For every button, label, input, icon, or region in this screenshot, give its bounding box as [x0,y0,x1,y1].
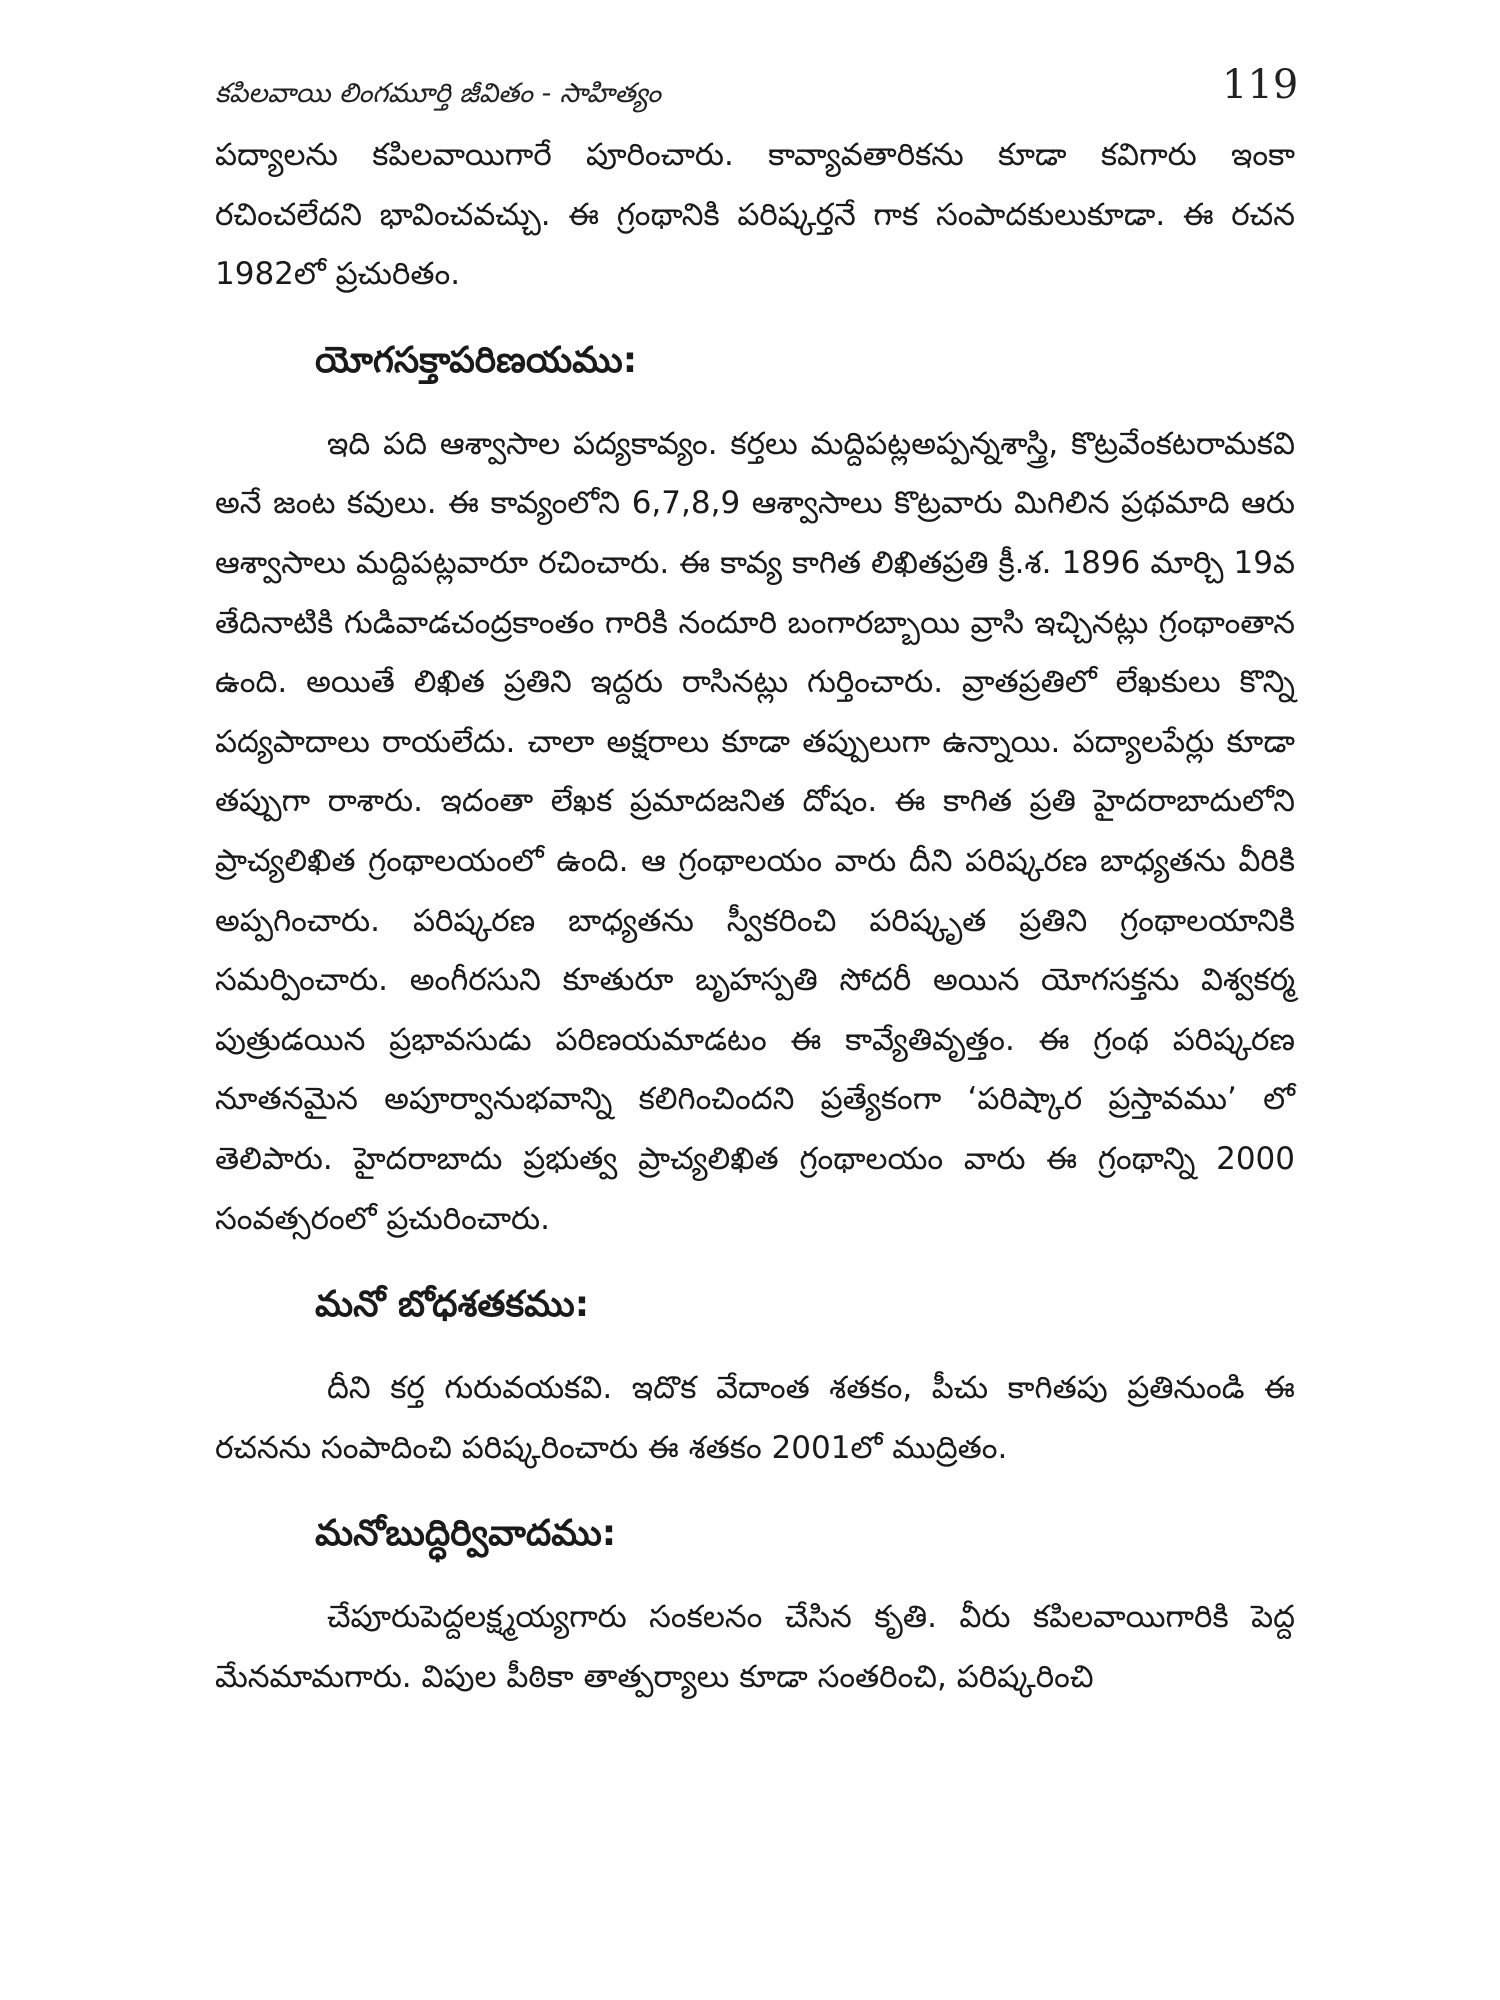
section-heading-mano-bodha-shatakamu: మనో బోధశతకము: [315,1284,590,1326]
running-head: కపిలవాయి లింగమూర్తి జీవితం - సాహిత్యం [215,78,661,109]
section-heading-yogasakta-parinayamu: యోగసక్తాపరిణయము: [315,339,638,381]
page-number: 119 [1222,62,1299,108]
paragraph-manobuddhir-vivadamu: చేపూరుపెద్దలక్ష్మయ్యగారు సంకలనం చేసిన కృతి. వీరు కపిలవాయిగారికి పెద్ద మేనమామగారు. విపుల పీఠికా తాత్పర్యాలు కూడా సంతరించి, పరిష్కరించి [215,1599,1295,1695]
page-body [215,126,1295,1707]
section-heading-manobuddhir-vivadamu: మనోబుద్ధిర్వివాదము: [315,1513,617,1555]
paragraph-yogasakta-parinayamu: ఇది పది ఆశ్వాసాల పద్యకావ్యం. కర్తలు మద్దిపట్లఅప్పన్నశాస్త్రి, కొట్రవేంకటరామకవి అనే జంట కవులు. ఈ కావ్యంలోని 6,7,8,9 ఆశ్వాసాలు కొట్రవారు మిగిలిన ప్రథమాది ఆరు ఆశ్వాసాలు మద్దిపట్లవారూ రచించారు. ఈ కావ్య కాగిత లిఖితప్రతి క్రీ.శ. 1896 మార్చి 19వ తేదినాటికి గుడివాడచంద్రకాంతం గారికి నందూరి బంగారబ్బాయి వ్రాసి ఇచ్చినట్లు గ్రంథాంతాన ఉంది. అయితే లిఖిత ప్రతిని ఇద్దరు రాసినట్లు గుర్తించారు. వ్రాతప్రతిలో లేఖకులు కొన్ని పద్యపాదాలు రాయలేదు. చాలా అక్షరాలు కూడా తప్పులుగా ఉన్నాయి. పద్యాలపేర్లు కూడా తప్పుగా రాశారు. ఇదంతా లేఖక ప్రమాదజనిత దోషం. ఈ కాగిత ప్రతి హైదరాబాదులోని ప్రాచ్యలిఖిత గ్రంథాలయంలో ఉంది. ఆ గ్రంథాలయం వారు దీని పరిష్కరణ బాధ్యతను వీరికి అప్పగించారు. పరిష్కరణ బాధ్యతను స్వీకరించి పరిష్కృత ప్రతిని గ్రంథాలయానికి సమర్పించారు. అంగీరసుని కూతురూ బృహస్పతి సోదరీ అయిన యోగసక్తను విశ్వకర్మ పుత్రుడయిన ప్రభావసుడు పరిణయమాడటం ఈ కావ్యేతివృత్తం. ఈ గ్రంథ పరిష్కరణ నూతనమైన అపూర్వానుభవాన్ని కలిగించిందని ప్రత్యేకంగా ‘పరిష్కార ప్రస్తావము’ లో తెలిపారు. హైదరాబాదు ప్రభుత్వ ప్రాచ్యలిఖిత గ్రంథాలయం వారు ఈ గ్రంథాన్ని 2000 సంవత్సరంలో ప్రచురించారు. [215,425,1295,1237]
paragraph-mano-bodha-shatakamu: దీని కర్త గురువయకవి. ఇదొక వేదాంత శతకం, పీచు కాగితపు ప్రతినుండి ఈ రచనను సంపాదించి పరిష్కరించారు ఈ శతకం 2001లో ముద్రితం. [215,1370,1295,1466]
paragraph-continued: పద్యాలను కపిలవాయిగారే పూరించారు. కావ్యావతారికను కూడా కవిగారు ఇంకా రచించలేదని భావించవచ్చు. ఈ గ్రంథానికి పరిష్కర్తనే గాక సంపాదకులుకూడా. ఈ రచన 1982లో ప్రచురితం. [215,137,1295,293]
